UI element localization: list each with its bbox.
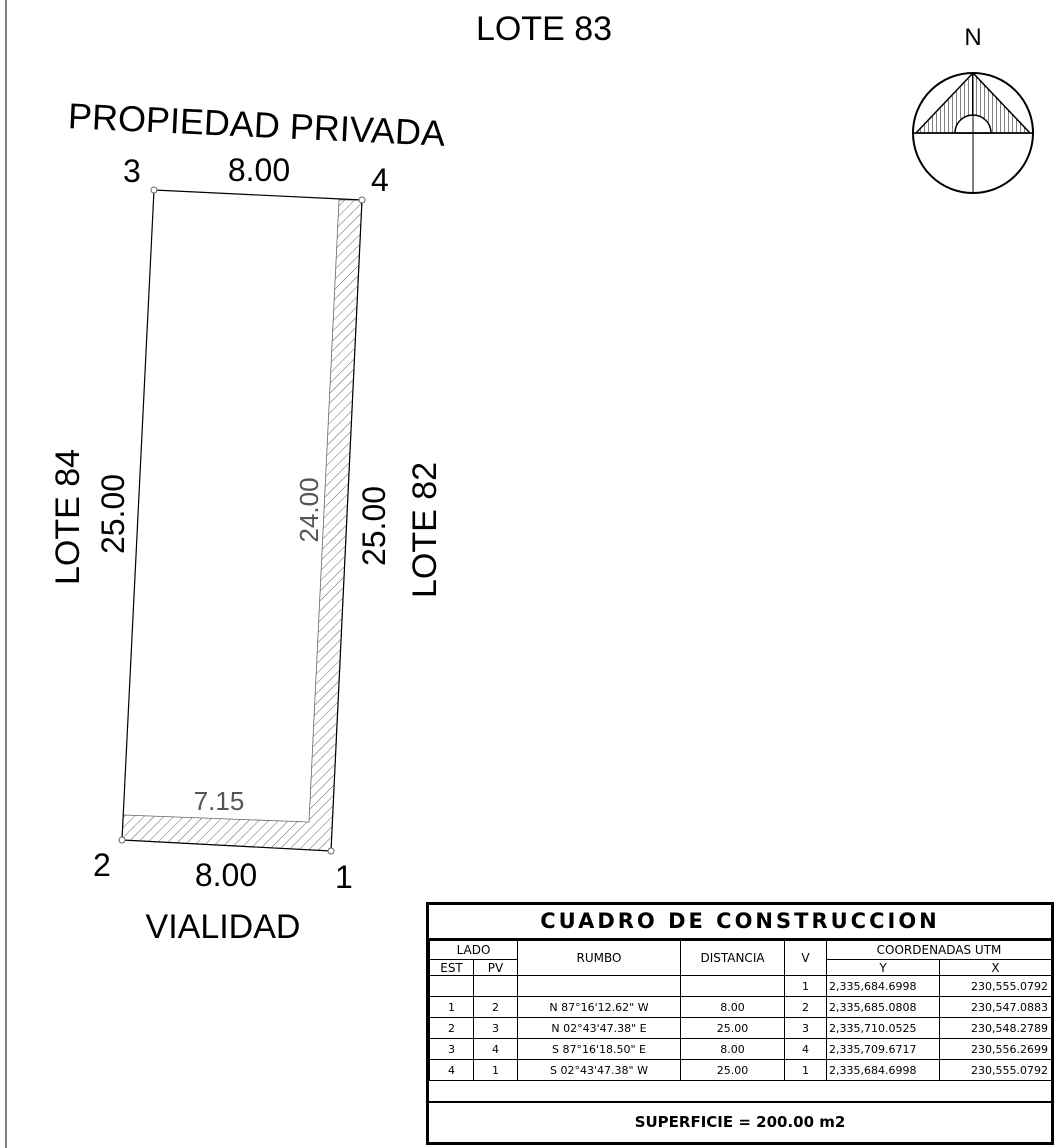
inner-right-distance: 24.00 bbox=[294, 477, 324, 543]
construction-table bbox=[426, 902, 1054, 1145]
vertex-marker bbox=[151, 187, 157, 193]
drawing-title: LOTE 83 bbox=[475, 10, 613, 48]
header-pv: PV bbox=[474, 960, 518, 976]
north-label: N bbox=[964, 24, 982, 51]
header-rumbo: RUMBO bbox=[518, 941, 681, 976]
north-arrow-icon bbox=[913, 73, 1033, 193]
vertex-label: 3 bbox=[123, 153, 141, 189]
vertex-label: 2 bbox=[93, 847, 111, 883]
table-row: 4 1 S 02°43'47.38" W 25.00 1 2,335,684.6998 230,555.0792 bbox=[430, 1060, 1052, 1081]
label-bottom-road: VIALIDAD bbox=[145, 908, 301, 946]
label-top-neighbor: PROPIEDAD PRIVADA bbox=[67, 95, 447, 154]
construction-grid bbox=[429, 940, 1052, 1081]
table-row: 1 2,335,684.6998 230,555.0792 bbox=[430, 976, 1052, 997]
vertex-marker bbox=[359, 197, 365, 203]
header-distancia: DISTANCIA bbox=[681, 941, 785, 976]
table-row: 2 3 N 02°43'47.38" E 25.00 3 2,335,710.0525 230,548.2789 bbox=[430, 1018, 1052, 1039]
bottom-distance: 8.00 bbox=[194, 857, 258, 893]
right-distance: 25.00 bbox=[356, 485, 392, 567]
left-distance: 25.00 bbox=[95, 473, 131, 555]
table-title: CUADRO DE CONSTRUCCION bbox=[429, 905, 1051, 940]
area-total: SUPERFICIE = 200.00 m2 bbox=[429, 1101, 1051, 1142]
header-coordenadas: COORDENADAS UTM bbox=[827, 941, 1052, 960]
header-y: Y bbox=[827, 960, 940, 976]
header-est: EST bbox=[430, 960, 474, 976]
top-distance: 8.00 bbox=[227, 152, 291, 188]
vertex-marker bbox=[328, 848, 334, 854]
header-v: V bbox=[785, 941, 827, 976]
vertex-label: 1 bbox=[335, 859, 353, 895]
label-right-neighbor: LOTE 82 bbox=[406, 461, 444, 599]
header-lado: LADO bbox=[430, 941, 518, 960]
label-left-neighbor: LOTE 84 bbox=[49, 448, 87, 586]
table-row: 3 4 S 87°16'18.50" E 8.00 4 2,335,709.6717 230,556.2699 bbox=[430, 1039, 1052, 1060]
setback-area bbox=[122, 200, 362, 851]
vertex-marker bbox=[119, 837, 125, 843]
header-x: X bbox=[940, 960, 1052, 976]
inner-bottom-distance: 7.15 bbox=[193, 786, 245, 816]
vertex-label: 4 bbox=[371, 162, 389, 198]
table-row: 1 2 N 87°16'12.62" W 8.00 2 2,335,685.0808 230,547.0883 bbox=[430, 997, 1052, 1018]
